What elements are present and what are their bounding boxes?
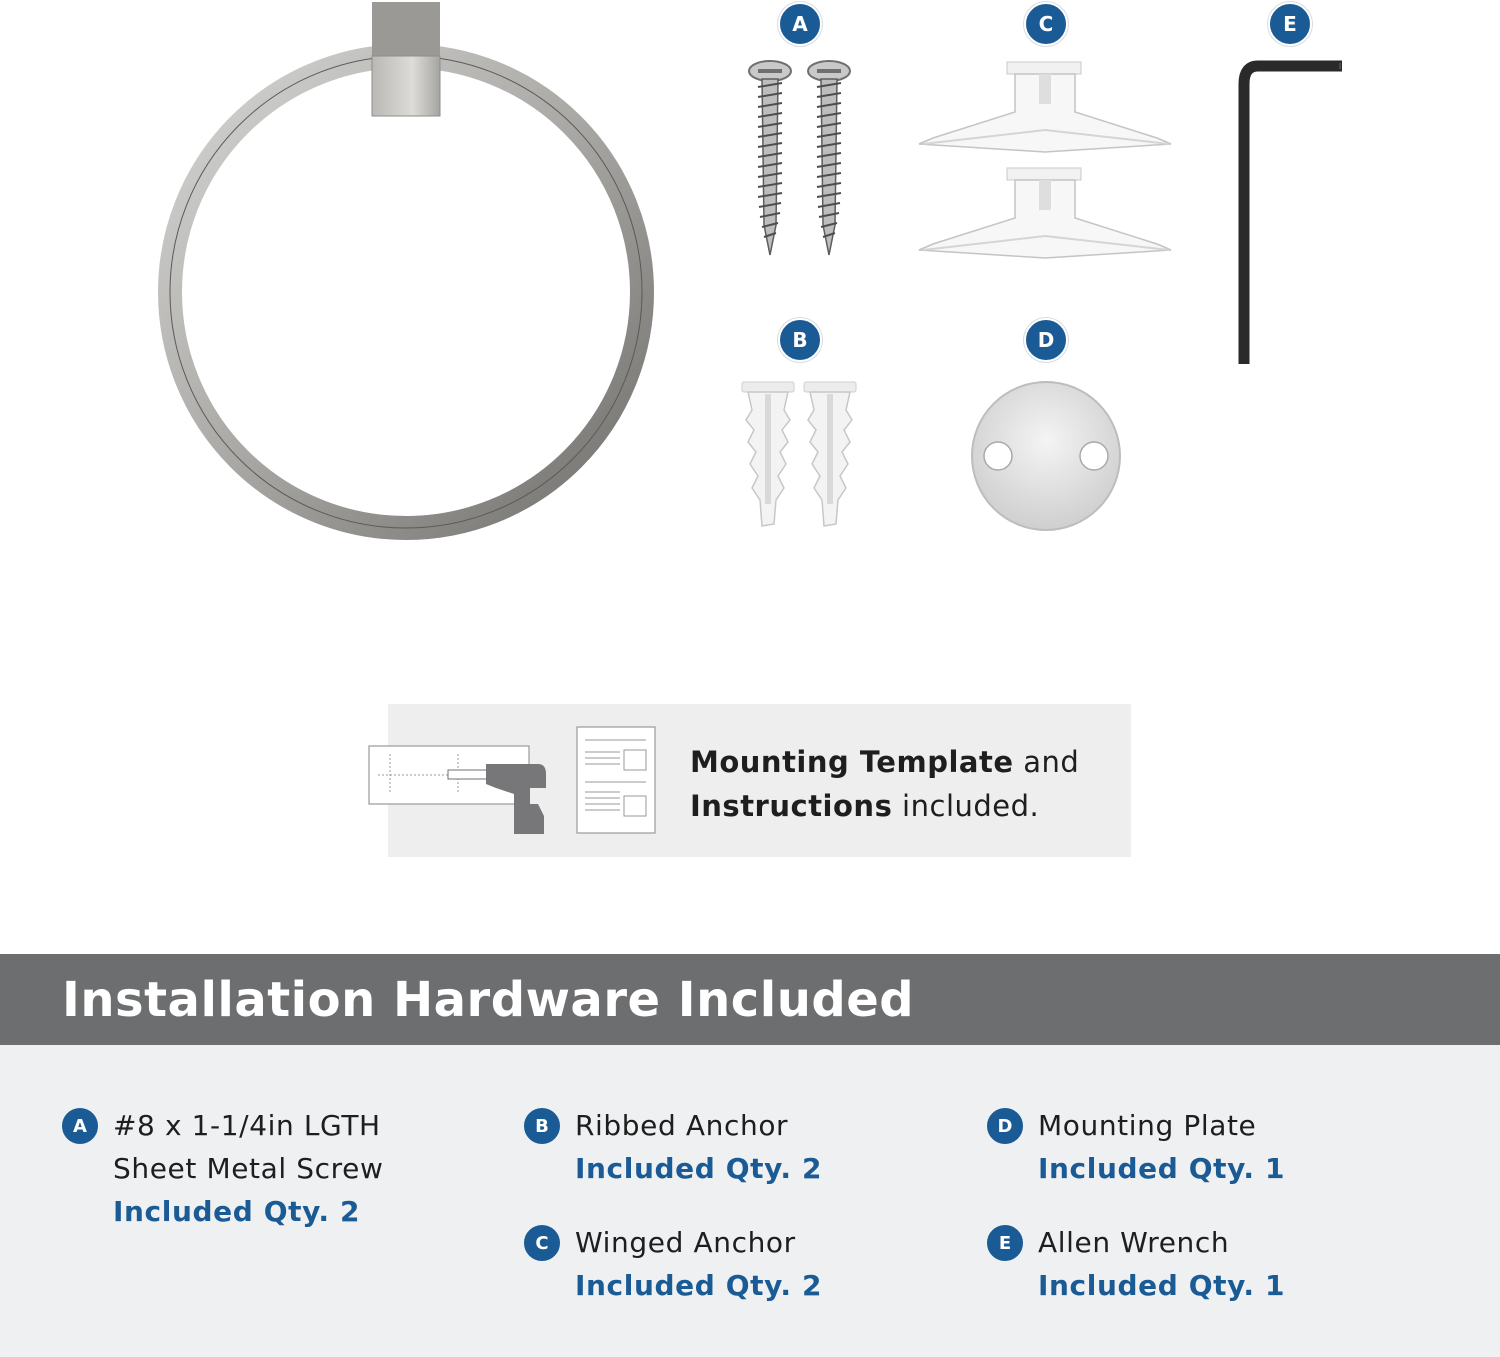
item-line: Allen Wrench bbox=[1038, 1226, 1230, 1259]
list-badge-e: E bbox=[985, 1223, 1025, 1263]
item-line: Sheet Metal Screw bbox=[113, 1152, 384, 1185]
list-badge-a: A bbox=[60, 1106, 100, 1146]
winged-anchors-illustration bbox=[915, 60, 1177, 260]
item-qty: Included Qty. 1 bbox=[1038, 1152, 1286, 1185]
towel-ring-illustration bbox=[150, 0, 670, 540]
list-item-winged-anchor bbox=[575, 1221, 822, 1307]
item-line: Winged Anchor bbox=[575, 1226, 796, 1259]
ribbed-anchors-illustration bbox=[738, 380, 862, 532]
section-title: Installation Hardware Included bbox=[62, 972, 915, 1028]
screws-illustration bbox=[740, 55, 860, 265]
item-qty: Included Qty. 1 bbox=[1038, 1269, 1286, 1302]
template-line1-bold: Mounting Template bbox=[690, 745, 1014, 779]
list-badge-c: C bbox=[522, 1223, 562, 1263]
mounting-plate-illustration bbox=[968, 380, 1124, 536]
item-line: #8 x 1-1/4in LGTH bbox=[113, 1109, 381, 1142]
badge-a: A bbox=[778, 2, 822, 46]
template-line2-bold: Instructions bbox=[690, 789, 893, 823]
list-item-screw bbox=[113, 1104, 383, 1233]
item-qty: Included Qty. 2 bbox=[575, 1269, 823, 1302]
item-qty: Included Qty. 2 bbox=[113, 1195, 361, 1228]
instructions-document-icon bbox=[576, 726, 658, 836]
list-item-mounting-plate bbox=[1038, 1104, 1285, 1190]
template-line1-rest: and bbox=[1013, 745, 1080, 779]
badge-e: E bbox=[1268, 2, 1312, 46]
item-qty: Included Qty. 2 bbox=[575, 1152, 823, 1185]
allen-wrench-illustration bbox=[1230, 58, 1350, 370]
list-item-allen-wrench bbox=[1038, 1221, 1285, 1307]
badge-c: C bbox=[1024, 2, 1068, 46]
badge-b: B bbox=[778, 318, 822, 362]
drill-template-icon bbox=[368, 744, 552, 836]
list-badge-b: B bbox=[522, 1106, 562, 1146]
item-line: Mounting Plate bbox=[1038, 1109, 1257, 1142]
badge-d: D bbox=[1024, 318, 1068, 362]
template-line2-rest: included. bbox=[892, 789, 1040, 823]
item-line: Ribbed Anchor bbox=[575, 1109, 789, 1142]
list-item-ribbed-anchor bbox=[575, 1104, 822, 1190]
template-caption bbox=[690, 740, 1110, 828]
list-badge-d: D bbox=[985, 1106, 1025, 1146]
